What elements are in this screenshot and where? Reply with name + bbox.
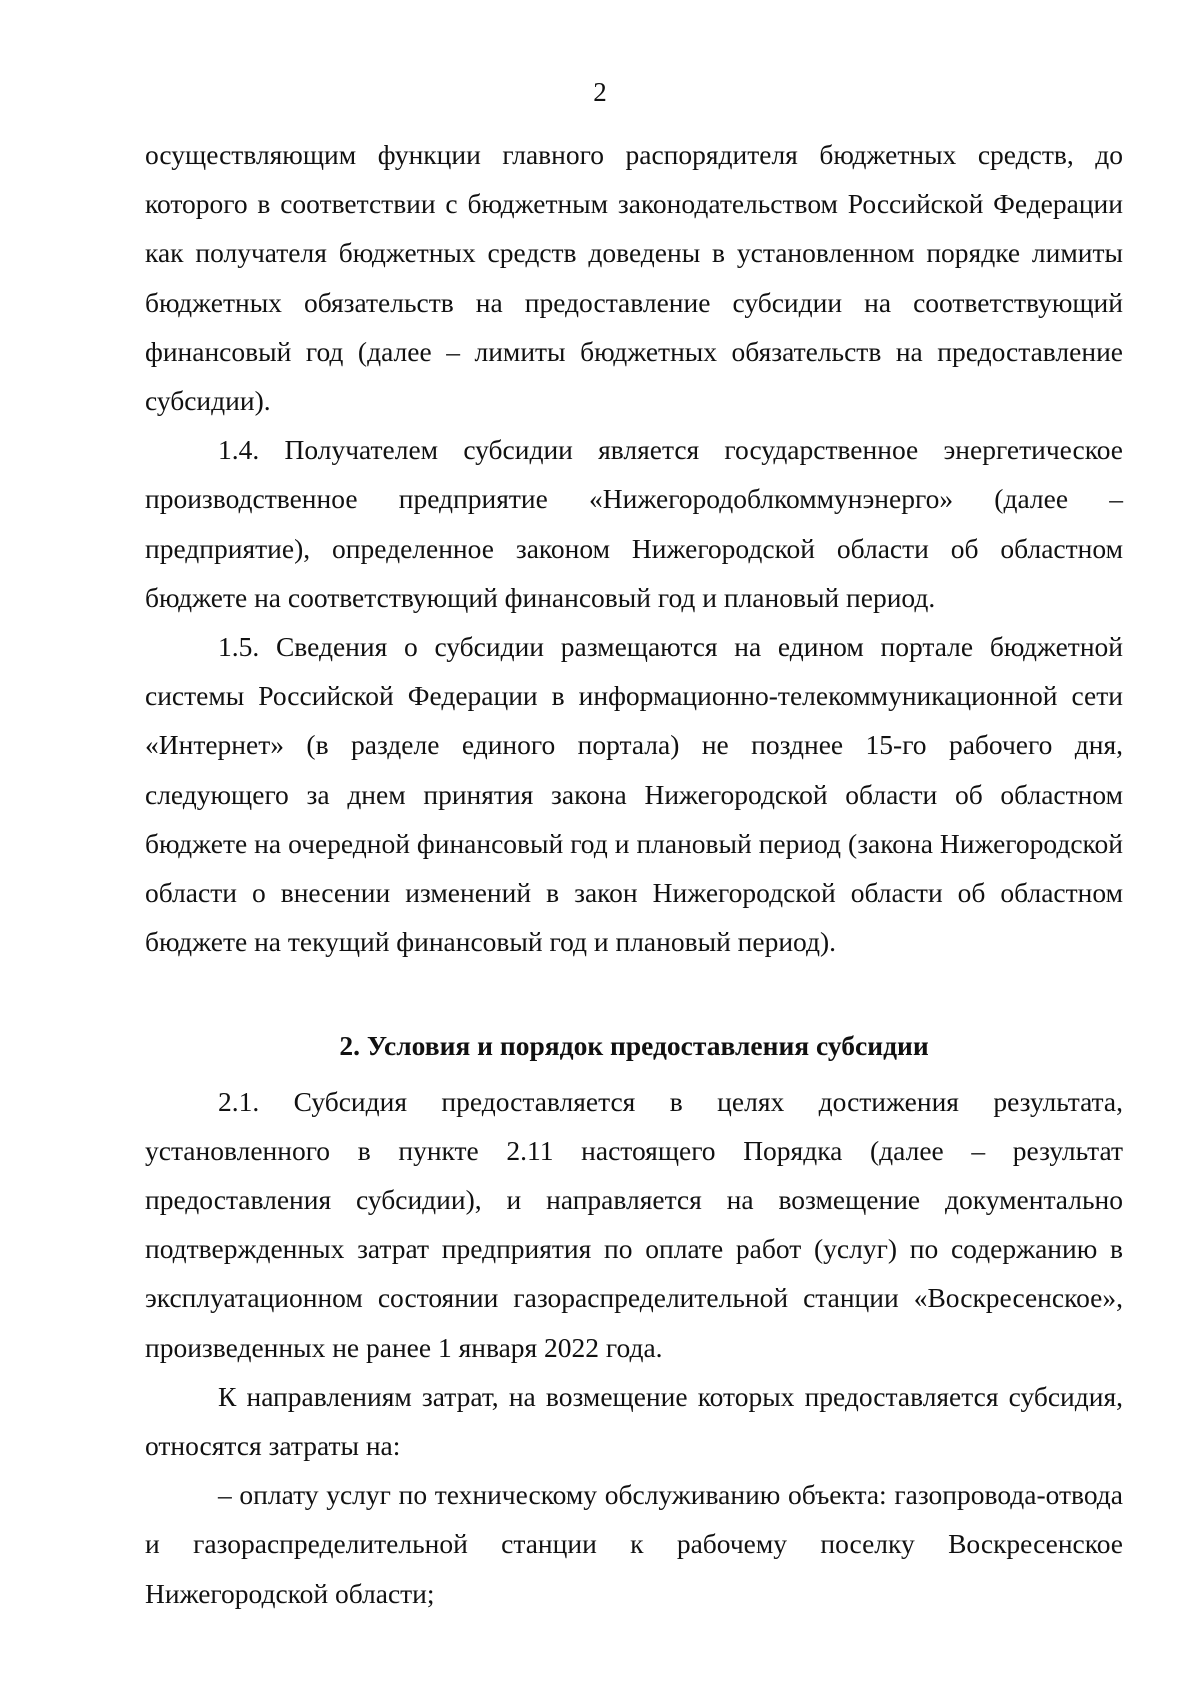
paragraph-1-5: 1.5. Сведения о субсидии размещаются на едином портале бюджетной системы Российской Федерации в информационно-телекоммуникационной сети «Интернет» (в разделе единого портала) не позднее 15-го рабочего дня, следующего за днем принятия закона Нижегородской области об областном бюджете на очередной финансовый год и плановый период (закона Нижегородской области о внесении изменений в закон Нижегородской области об областном бюджете на текущий финансовый год и плановый период). <box>145 631 1123 958</box>
paragraph-list-item: – оплату услуг по техническому обслуживанию объекта: газопровода-отвода и газораспределительной станции к рабочему поселку Воскресенское Нижегородской области; <box>145 1479 1123 1609</box>
paragraph-1-4: 1.4. Получателем субсидии является государственное энергетическое производственное предприятие «Нижегородоблкоммунэнерго» (далее – предприятие), определенное законом Нижегородской области об областном бюджете на соответствующий финансовый год и плановый период. <box>145 434 1123 613</box>
section-heading: 2. Условия и порядок предоставления субсидии <box>339 1030 929 1062</box>
section-spacer <box>145 966 1123 1021</box>
paragraph-2-1: 2.1. Субсидия предоставляется в целях достижения результата, установленного в пункте 2.11 настоящего Порядка (далее – результат предоставления субсидии), и направляется на возмещение документально подтвержденных затрат предприятия по оплате работ (услуг) по содержанию в эксплуатационном состоянии газораспределительной станции «Воскресенское», произведенных не ранее 1 января 2022 года. <box>145 1085 1123 1363</box>
document-body <box>145 130 1123 1618</box>
page-number: 2 <box>593 77 607 107</box>
paragraph-cost-directions: К направлениям затрат, на возмещение которых предоставляется субсидия, относятся затраты на: <box>145 1380 1123 1462</box>
paragraph-continuation: осуществляющим функции главного распорядителя бюджетных средств, до которого в соответствии с бюджетным законодательством Российской Федерации как получателя бюджетных средств доведены в установленном порядке лимиты бюджетных обязательств на предоставление субсидии на соответствующий финансовый год (далее – лимиты бюджетных обязательств на предоставление субсидии). <box>145 139 1123 417</box>
